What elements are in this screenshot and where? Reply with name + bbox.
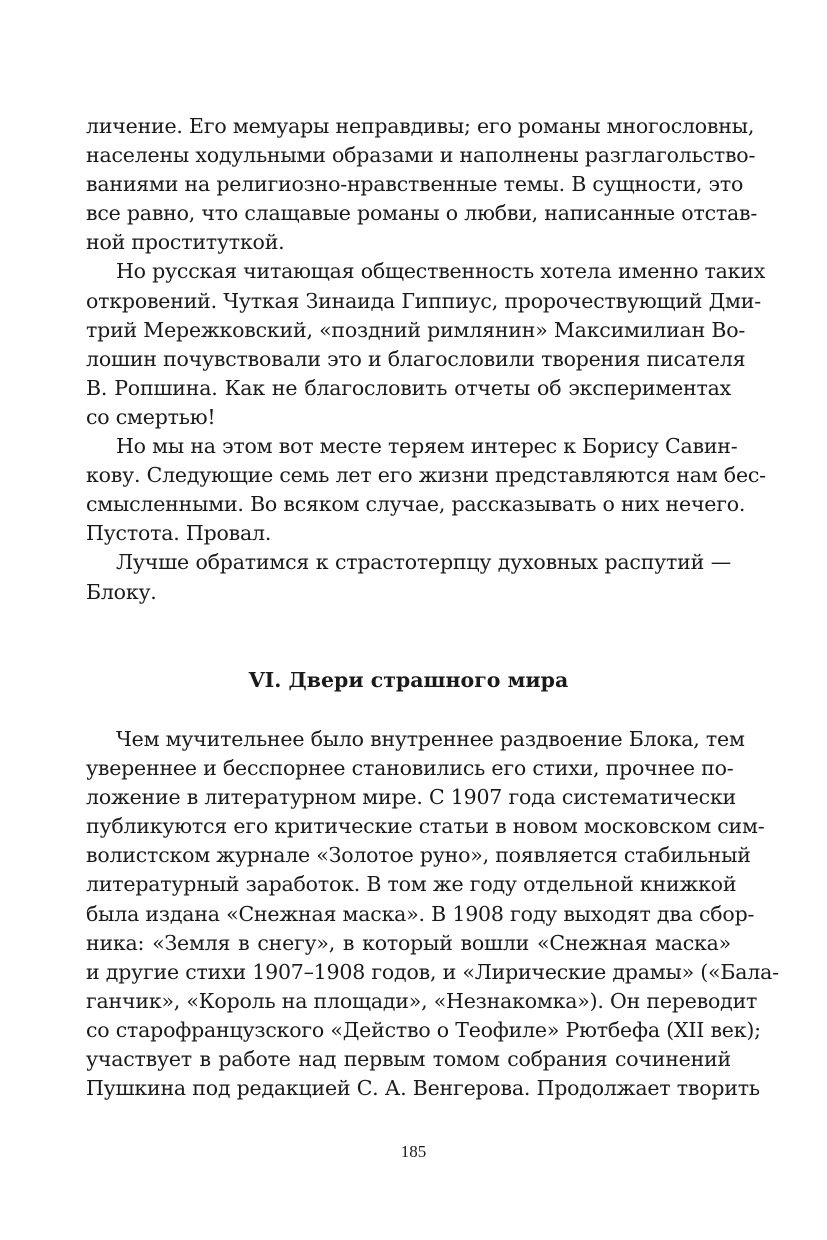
text-line: публикуются его критические статьи в новом московском сим-: [86, 814, 765, 839]
text-line: литературный заработок. В том же году отдельной книжкой: [86, 872, 737, 897]
text-line: смысленными. Во всяком случае, рассказывать о них нечего.: [86, 492, 746, 517]
text-line: населены ходульными образами и наполнены разглагольство-: [86, 143, 756, 168]
section-heading: VI. Двери страшного мира: [248, 668, 569, 692]
text-line: со смертью!: [86, 404, 216, 429]
text-line: Чем мучительнее было внутреннее раздвоение Блока, тем: [116, 727, 745, 751]
text-line: Пустота. Провал.: [86, 521, 272, 546]
text-line: все равно, что слащавые романы о любви, написанные отстав-: [86, 201, 758, 226]
text-line: ваниями на религиозно-нравственные темы. В сущности, это: [86, 172, 744, 197]
text-line: Лучше обратимся к страстотерпцу духовных распутий —: [116, 550, 731, 575]
paragraph-4: [86, 548, 731, 606]
text-line: кову. Следующие семь лет его жизни представляются нам бес-: [86, 463, 766, 488]
text-line: В. Ропшина. Как не благословить отчеты об экспериментах: [86, 375, 731, 400]
page-number: 185: [400, 1142, 427, 1161]
text-line: Блоку.: [86, 579, 157, 604]
text-line: была издана «Снежная маска». В 1908 году выходят два сбор-: [86, 901, 755, 926]
text-line: и другие стихи 1907–1908 годов, и «Лирические драмы» («Бала-: [86, 959, 779, 984]
text-line: лошин почувствовали это и благословили творения писателя: [86, 346, 746, 371]
text-line: увереннее и бесспорнее становились его стихи, прочнее по-: [86, 756, 734, 781]
text-line: ложение в литературном мире. С 1907 года систематически: [86, 785, 737, 810]
text-line: волистском журнале «Золотое руно», появляется стабильный: [86, 843, 751, 868]
text-line: ганчик», «Король на площади», «Незнакомка»). Он переводит: [86, 988, 758, 1013]
text-line: Но русская читающая общественность хотела именно таких: [116, 259, 766, 284]
text-line: участвует в работе над первым томом собрания сочинений: [86, 1047, 731, 1072]
paragraph-2: [86, 257, 766, 432]
text-line: Пушкина под редакцией С. А. Венгерова. Продолжает творить: [86, 1076, 760, 1101]
text-line: ной проституткой.: [86, 230, 285, 255]
paragraph-5: [86, 725, 779, 1103]
page-body: [86, 112, 779, 1101]
text-line: ника: «Земля в снегу», в который вошли «Снежная маска»: [86, 930, 731, 955]
text-line: Но мы на этом вот месте теряем интерес к Борису Савин-: [116, 434, 738, 459]
text-line: со старофранцузского «Действо о Теофиле» Рютбефа (XII век);: [86, 1017, 761, 1042]
paragraph-3: [86, 432, 766, 548]
text-line: откровений. Чуткая Зинаида Гиппиус, пророчествующий Дми-: [86, 288, 761, 313]
text-line: трий Мережковский, «поздний римлянин» Максимилиан Во-: [86, 317, 746, 342]
text-line: личение. Его мемуары неправдивы; его романы многословны,: [86, 114, 755, 138]
paragraph-1: [86, 112, 758, 257]
